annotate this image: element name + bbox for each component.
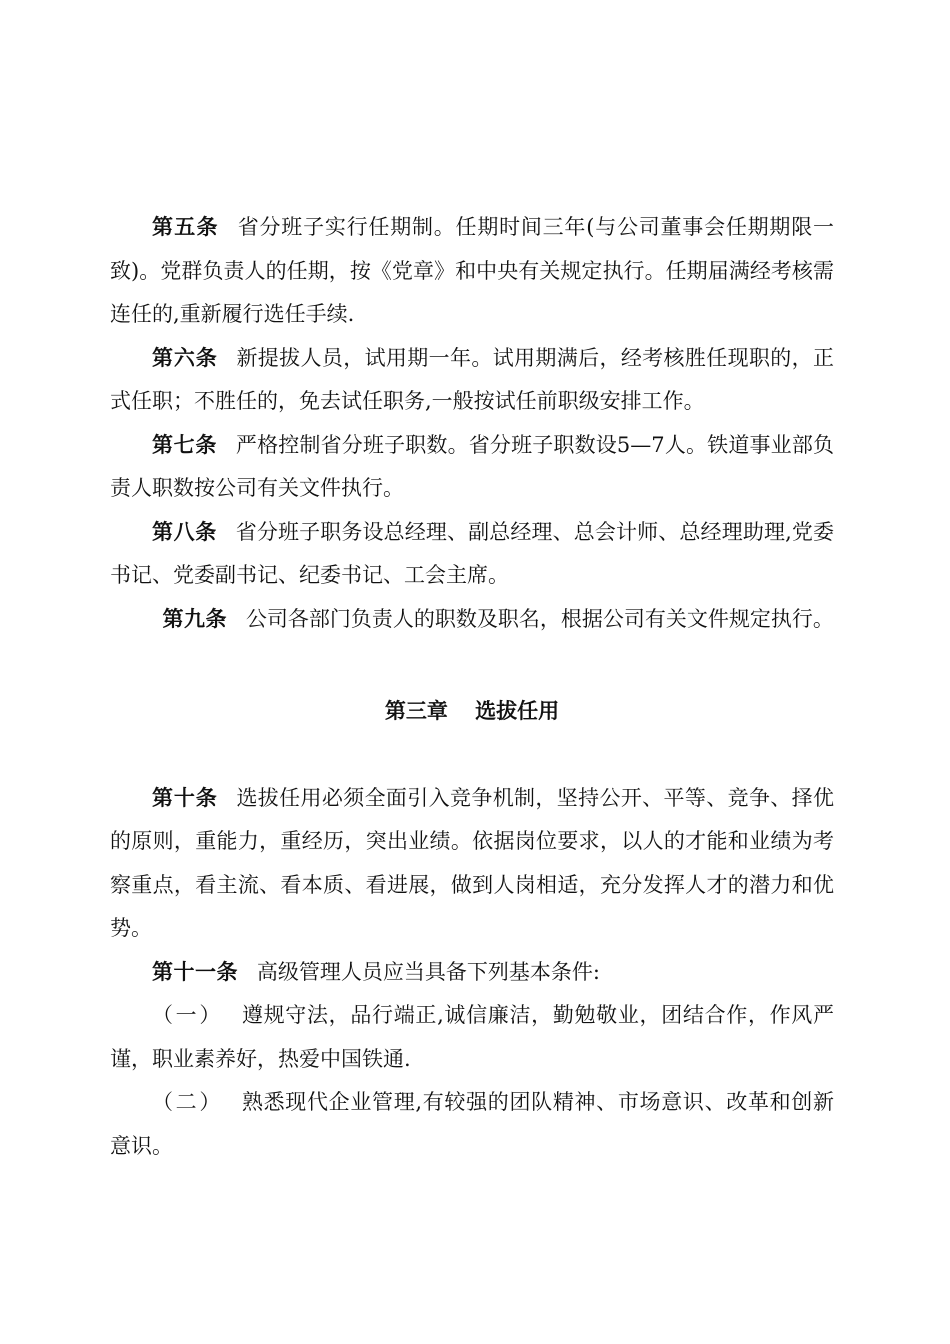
article-text: 省分班子实行任期制。任期时间三年(与公司董事会任期期限一致)。党群负责人的任期，按《党章》和中央有关规定执行。任期届满经考核需连任的,重新履行选任手续. bbox=[110, 215, 834, 326]
article-text: 公司各部门负责人的职数及职名，根据公司有关文件规定执行。 bbox=[245, 606, 834, 631]
list-item bbox=[110, 1081, 834, 1168]
item-text: 熟悉现代企业管理,有较强的团队精神、市场意识、改革和创新意识。 bbox=[110, 1090, 834, 1158]
article-11 bbox=[110, 951, 834, 995]
chapter-number: 第三章 bbox=[384, 699, 448, 723]
article-text: 选拔任用必须全面引入竞争机制，坚持公开、平等、竞争、择优的原则，重能力，重经历，突出业绩。依据岗位要求，以人的才能和业绩为考察重点，看主流、看本质、看进展，做到人岗相适，充分发挥人才的潜力和优势。 bbox=[110, 785, 834, 940]
list-item bbox=[110, 994, 834, 1081]
chapter-title: 选拔任用 bbox=[475, 699, 560, 723]
article-heading: 第七条 bbox=[152, 432, 218, 457]
article-heading: 第九条 bbox=[162, 606, 227, 631]
article-heading: 第十条 bbox=[152, 785, 218, 810]
article-9 bbox=[110, 598, 834, 642]
article-10 bbox=[110, 777, 834, 951]
article-6 bbox=[110, 337, 834, 424]
chapter-heading bbox=[110, 690, 834, 734]
article-heading: 第六条 bbox=[152, 345, 218, 370]
article-text: 高级管理人员应当具备下列基本条件: bbox=[256, 959, 600, 984]
article-8 bbox=[110, 511, 834, 598]
article-5 bbox=[110, 206, 834, 337]
article-heading: 第五条 bbox=[152, 215, 219, 239]
article-text: 严格控制省分班子职数。省分班子职数设5—7人。铁道事业部负责人职数按公司有关文件执行。 bbox=[110, 432, 834, 500]
document-body bbox=[110, 206, 834, 1168]
article-heading: 第八条 bbox=[152, 519, 217, 544]
article-text: 省分班子职务设总经理、副总经理、总会计师、总经理助理,党委书记、党委副书记、纪委书记、工会主席。 bbox=[110, 519, 834, 587]
article-7 bbox=[110, 424, 834, 511]
item-number: （一） bbox=[152, 1003, 224, 1027]
article-heading: 第十一条 bbox=[152, 959, 238, 984]
item-text: 遵规守法，品行端正,诚信廉洁，勤勉敬业，团结合作，作风严谨，职业素养好，热爱中国铁通. bbox=[110, 1003, 834, 1071]
article-text: 新提拔人员，试用期一年。试用期满后，经考核胜任现职的，正式任职；不胜任的，免去试任职务,一般按试任前职级安排工作。 bbox=[110, 345, 834, 413]
item-number: （二） bbox=[152, 1090, 224, 1114]
